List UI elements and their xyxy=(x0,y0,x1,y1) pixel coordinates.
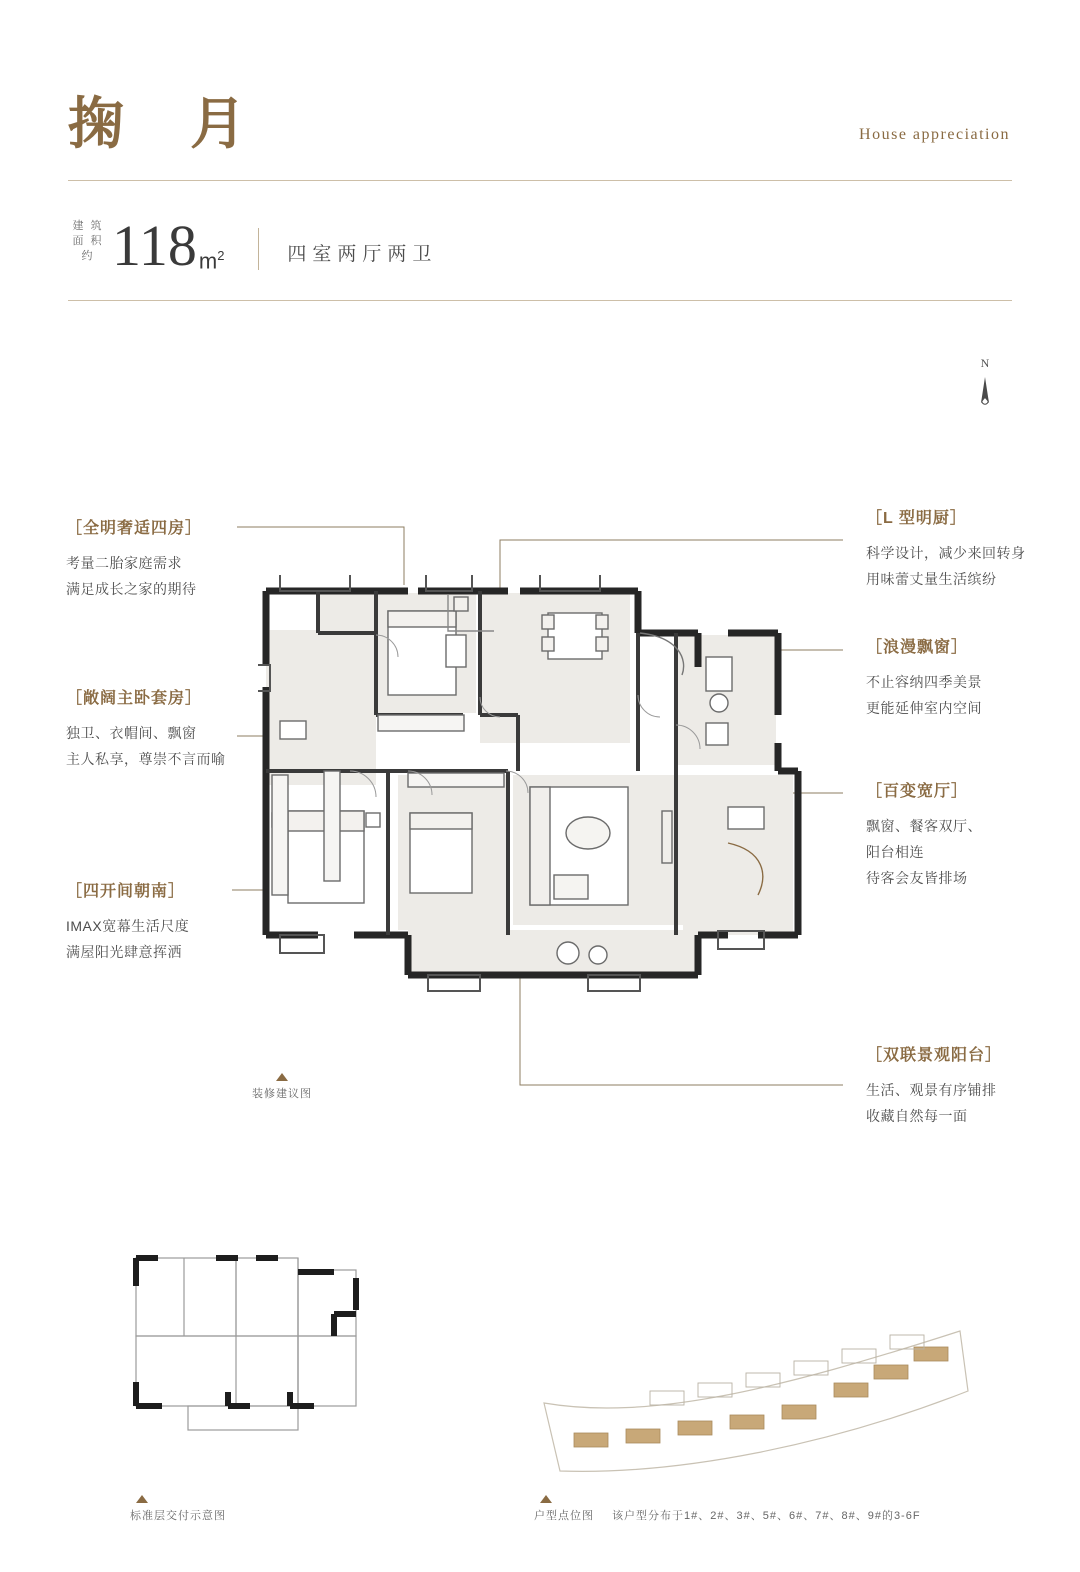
site-map-detail: 该户型分布于1#、2#、3#、5#、6#、7#、8#、9#的3-6F xyxy=(612,1510,921,1522)
compass xyxy=(968,356,1002,414)
callout-title: ［四开间朝南］ xyxy=(66,883,186,900)
callout-bright-four-rooms xyxy=(66,515,281,602)
site-map-note: 户型点位图 该户型分布于1#、2#、3#、5#、6#、7#、8#、9#的3-6F xyxy=(534,1495,921,1523)
area-label: 建 筑 面 积 约 xyxy=(72,220,104,262)
callout-master-suite xyxy=(66,685,281,772)
callout-l-kitchen xyxy=(866,505,1080,592)
callout-body: 生活、观景有序铺排 收藏自然每一面 xyxy=(866,1082,997,1124)
divider-below-area xyxy=(68,300,1012,301)
note-marker-icon xyxy=(540,1495,552,1503)
area-unit: $m^2$ xyxy=(198,247,225,273)
standard-floor-note: 标准层交付示意图 xyxy=(130,1495,226,1523)
site-location-map xyxy=(530,1325,970,1485)
area-divider xyxy=(258,228,259,270)
note-marker-icon xyxy=(276,1073,288,1081)
area-number: 118 xyxy=(112,213,197,278)
note-marker-icon xyxy=(136,1495,148,1503)
callout-title: ［双联景观阳台］ xyxy=(866,1047,1003,1064)
callout-body: 不止容纳四季美景 更能延伸室内空间 xyxy=(866,674,982,716)
callout-body: 独卫、衣帽间、飘窗 主人私享，尊崇不言而喻 xyxy=(66,725,226,767)
site-boundary xyxy=(544,1331,968,1471)
header-english-subtitle: House appreciation xyxy=(859,126,1010,143)
standard-floor-delivery-plan xyxy=(128,1240,378,1440)
callout-title: ［浪漫飘窗］ xyxy=(866,639,969,656)
room-configuration: 四室两厅两卫 xyxy=(287,244,438,265)
area-summary xyxy=(68,213,438,278)
callout-title: ［敞阔主卧套房］ xyxy=(66,690,203,707)
callout-body: IMAX宽幕生活尺度 满屋阳光肆意挥洒 xyxy=(66,918,190,960)
callout-title: ［全明奢适四房］ xyxy=(66,520,203,537)
compass-needle-icon xyxy=(968,371,1002,413)
main-floor-plan xyxy=(258,575,818,1005)
callout-title: ［百变宽厅］ xyxy=(866,783,969,800)
callout-double-balcony xyxy=(866,1042,1080,1129)
divider-top xyxy=(68,180,1012,181)
compass-north-label: N xyxy=(980,356,990,370)
callout-body: 飘窗、餐客双厅、 阳台相连 待客会友皆排场 xyxy=(866,818,982,886)
page-title: 掬 月 xyxy=(68,94,272,156)
callout-body: 科学设计，减少来回转身 用味蕾丈量生活缤纷 xyxy=(866,545,1026,587)
callout-four-bays-south xyxy=(66,878,281,965)
callout-flex-living xyxy=(866,778,1080,891)
callout-body: 考量二胎家庭需求 满足成长之家的期待 xyxy=(66,555,197,597)
callout-title: ［L 型明厨］ xyxy=(866,510,967,527)
main-plan-note: 装修建议图 xyxy=(252,1073,312,1101)
callout-bay-window xyxy=(866,634,1080,721)
